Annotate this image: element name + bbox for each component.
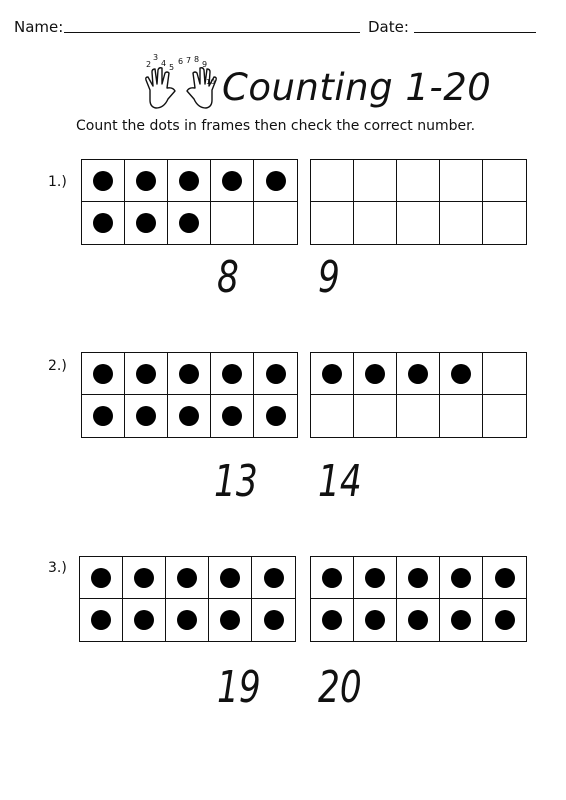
frame-cell: [483, 202, 526, 244]
frame-cell: [211, 160, 254, 202]
frame-cell: [168, 160, 211, 202]
counting-hands-icon: [140, 50, 222, 114]
ten-frame: [310, 159, 527, 245]
frame-cell: [80, 599, 123, 641]
logo-number: 6: [178, 57, 184, 66]
dot: [408, 610, 428, 630]
dot: [451, 364, 471, 384]
frame-cell: [354, 395, 397, 437]
dot: [136, 213, 156, 233]
frame-cell: [211, 202, 254, 244]
frame-cell: [311, 557, 354, 599]
dot: [266, 171, 286, 191]
frame-cell: [440, 353, 483, 395]
dot: [93, 364, 113, 384]
dot: [365, 364, 385, 384]
dot: [322, 364, 342, 384]
frame-cell: [483, 353, 526, 395]
frame-cell: [123, 599, 166, 641]
dot: [222, 364, 242, 384]
frame-cell: [125, 395, 168, 437]
frame-cell: [397, 395, 440, 437]
dot: [91, 568, 111, 588]
frame-cell: [483, 557, 526, 599]
answer-choice[interactable]: 19: [217, 662, 261, 713]
answer-choice[interactable]: 8: [217, 252, 239, 303]
dot: [179, 213, 199, 233]
frame-cell: [483, 160, 526, 202]
frame-cell: [82, 160, 125, 202]
dot: [136, 364, 156, 384]
dot: [222, 406, 242, 426]
dot: [93, 406, 113, 426]
frame-cell: [252, 557, 295, 599]
logo-number: 5: [169, 63, 175, 72]
dot: [264, 568, 284, 588]
dot: [134, 610, 154, 630]
answer-choice[interactable]: 13: [214, 456, 258, 507]
dot: [495, 610, 515, 630]
logo-number: 9: [202, 60, 208, 69]
frame-cell: [440, 395, 483, 437]
frame-cell: [254, 202, 297, 244]
ten-frame: [81, 159, 298, 245]
frame-cell: [354, 557, 397, 599]
name-label: Name:: [14, 18, 64, 36]
dot: [222, 171, 242, 191]
frame-cell: [252, 599, 295, 641]
dot: [136, 406, 156, 426]
frame-cell: [397, 202, 440, 244]
logo-number: 7: [186, 56, 192, 65]
dot: [451, 568, 471, 588]
frame-cell: [397, 557, 440, 599]
frame-cell: [397, 353, 440, 395]
answer-choice[interactable]: 9: [318, 252, 340, 303]
dot: [266, 406, 286, 426]
frame-cell: [82, 202, 125, 244]
dot: [179, 364, 199, 384]
page-title: Counting 1-20: [222, 66, 492, 109]
frame-cell: [354, 353, 397, 395]
dot: [93, 171, 113, 191]
logo-number: 8: [194, 55, 200, 64]
dot: [179, 171, 199, 191]
frame-cell: [254, 353, 297, 395]
logo-number: 2: [146, 60, 152, 69]
frame-cell: [125, 202, 168, 244]
dot: [177, 610, 197, 630]
frame-cell: [125, 160, 168, 202]
logo-number: 4: [161, 59, 167, 68]
frame-cell: [125, 353, 168, 395]
instruction-text: Count the dots in frames then check the correct number.: [76, 118, 476, 134]
frame-cell: [311, 395, 354, 437]
dot: [220, 610, 240, 630]
frame-cell: [168, 202, 211, 244]
frame-cell: [440, 599, 483, 641]
dot: [495, 568, 515, 588]
ten-frame: [310, 556, 527, 642]
ten-frame: [81, 352, 298, 438]
frame-cell: [311, 202, 354, 244]
frame-cell: [209, 599, 252, 641]
frame-cell: [440, 202, 483, 244]
ten-frame: [310, 352, 527, 438]
frame-cell: [354, 599, 397, 641]
frame-cell: [82, 353, 125, 395]
frame-cell: [123, 557, 166, 599]
dot: [264, 610, 284, 630]
frame-cell: [354, 202, 397, 244]
frame-cell: [254, 395, 297, 437]
dot: [93, 213, 113, 233]
dot: [408, 568, 428, 588]
dot: [91, 610, 111, 630]
dot: [451, 610, 471, 630]
ten-frame: [79, 556, 296, 642]
frame-cell: [211, 395, 254, 437]
frame-cell: [168, 353, 211, 395]
dot: [266, 364, 286, 384]
dot: [322, 610, 342, 630]
date-field[interactable]: [414, 32, 536, 33]
question-label: 2.): [48, 358, 67, 374]
frame-cell: [311, 160, 354, 202]
dot: [179, 406, 199, 426]
frame-cell: [82, 395, 125, 437]
dot: [322, 568, 342, 588]
frame-cell: [397, 160, 440, 202]
frame-cell: [354, 160, 397, 202]
dot: [365, 568, 385, 588]
dot: [177, 568, 197, 588]
answer-choice[interactable]: 20: [318, 662, 362, 713]
frame-cell: [397, 599, 440, 641]
logo-number: 3: [153, 53, 159, 62]
frame-cell: [168, 395, 211, 437]
answer-choice[interactable]: 14: [318, 456, 362, 507]
question-label: 3.): [48, 560, 67, 576]
dot: [134, 568, 154, 588]
frame-cell: [211, 353, 254, 395]
frame-cell: [166, 599, 209, 641]
dot: [408, 364, 428, 384]
frame-cell: [483, 395, 526, 437]
question-label: 1.): [48, 174, 67, 190]
dot: [136, 171, 156, 191]
logo-number: 10: [206, 78, 215, 86]
frame-cell: [311, 599, 354, 641]
dot: [220, 568, 240, 588]
frame-cell: [440, 160, 483, 202]
frame-cell: [311, 353, 354, 395]
frame-cell: [80, 557, 123, 599]
frame-cell: [254, 160, 297, 202]
name-field[interactable]: [64, 32, 360, 33]
frame-cell: [483, 599, 526, 641]
frame-cell: [209, 557, 252, 599]
frame-cell: [440, 557, 483, 599]
frame-cell: [166, 557, 209, 599]
date-label: Date:: [368, 18, 409, 36]
dot: [365, 610, 385, 630]
